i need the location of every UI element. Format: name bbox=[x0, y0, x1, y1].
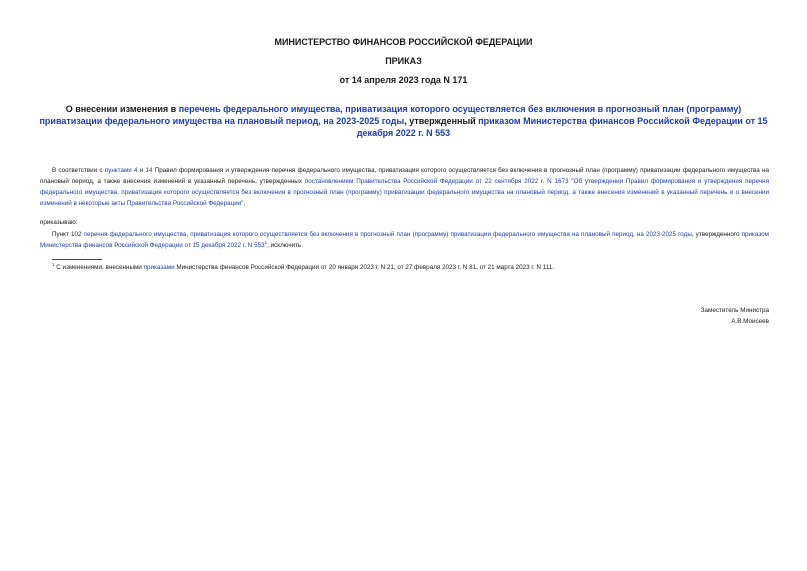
link-government-resolution[interactable]: постановлением Правительства Российской Федерации от 22 сентября 2022 г. N 1673 "Об утверждении Правил формирования и утверждения перечня федерального имущества, приватизация которого осуществляется без включения в прогнозный план (программу) приватизации федерального имущества на плановый период, а также внесения изменений в указанный перечень и о внесении изменений в некоторые акты Правительства Российской Федерации" bbox=[40, 178, 769, 207]
footnote-divider bbox=[52, 259, 102, 260]
signatory-position: Заместитель Министра bbox=[700, 307, 769, 314]
footnote-text: С изменениями, внесенными bbox=[54, 264, 144, 271]
date-number-heading: от 14 апреля 2023 года N 171 bbox=[339, 75, 468, 85]
title-text: , утвержденный bbox=[404, 116, 479, 126]
paragraph-text: Пункт 102 bbox=[52, 231, 84, 238]
footnote-text: Министерства финансов Российской Федерации от 20 января 2023 г. N 21, от 27 февраля 2023 г. N 81, от 21 марта 2023 г. N 111. bbox=[174, 264, 555, 271]
operative-paragraph bbox=[40, 229, 769, 251]
preamble-paragraph bbox=[40, 165, 769, 209]
link-point-14[interactable]: 14 bbox=[145, 167, 153, 174]
signatory-name: А.В.Моисеев bbox=[731, 318, 769, 325]
title-link-list[interactable]: перечень федерального имущества, приватизация которого осуществляется без включения в прогнозный план (программу) приватизации федерального имущества на плановый период, на 2023-2025 годы bbox=[39, 104, 742, 126]
document-title bbox=[36, 103, 771, 139]
paragraph-text: Правил формирования и утверждения перечня федерального имущества, приватизация которого осуществляется без включения в прогнозный план (программу) приватизации федерального имущества на плановый период, а также внесения изменений в указанный перечень, утвержденных bbox=[40, 167, 769, 185]
paragraph-text: В соответствии с bbox=[52, 167, 105, 174]
link-orders[interactable]: приказами bbox=[143, 264, 175, 271]
link-order-553[interactable]: приказом Министерства финансов Российской Федерации от 15 декабря 2022 г. N 553 bbox=[40, 231, 769, 249]
footnote bbox=[52, 263, 772, 273]
ministry-heading: МИНИСТЕРСТВО ФИНАНСОВ РОССИЙСКОЙ ФЕДЕРАЦИИ bbox=[274, 37, 533, 47]
orders-label: приказываю: bbox=[40, 219, 78, 226]
title-link-order[interactable]: приказом Министерства финансов Российской Федерации от 15 декабря 2022 г. N 553 bbox=[356, 116, 768, 138]
signature-block bbox=[701, 305, 769, 327]
link-property-list[interactable]: перечня федерального имущества, приватизация которого осуществляется без включения в прогнозный план (программу) приватизации федерального имущества на плановый период, на 2023-2025 годы bbox=[83, 231, 692, 238]
paragraph-text: , утвержденного bbox=[691, 231, 742, 238]
paragraph-text: , bbox=[243, 200, 246, 207]
link-points-4[interactable]: пунктами 4 bbox=[104, 167, 138, 174]
footnote-marker: 1 bbox=[52, 261, 55, 267]
footnote-ref[interactable]: 1 bbox=[264, 239, 268, 245]
paragraph-text: и bbox=[137, 167, 146, 174]
paragraph-text: , исключить. bbox=[267, 242, 304, 249]
doc-type-heading: ПРИКАЗ bbox=[385, 56, 422, 66]
title-text: О внесении изменения в bbox=[65, 104, 179, 114]
